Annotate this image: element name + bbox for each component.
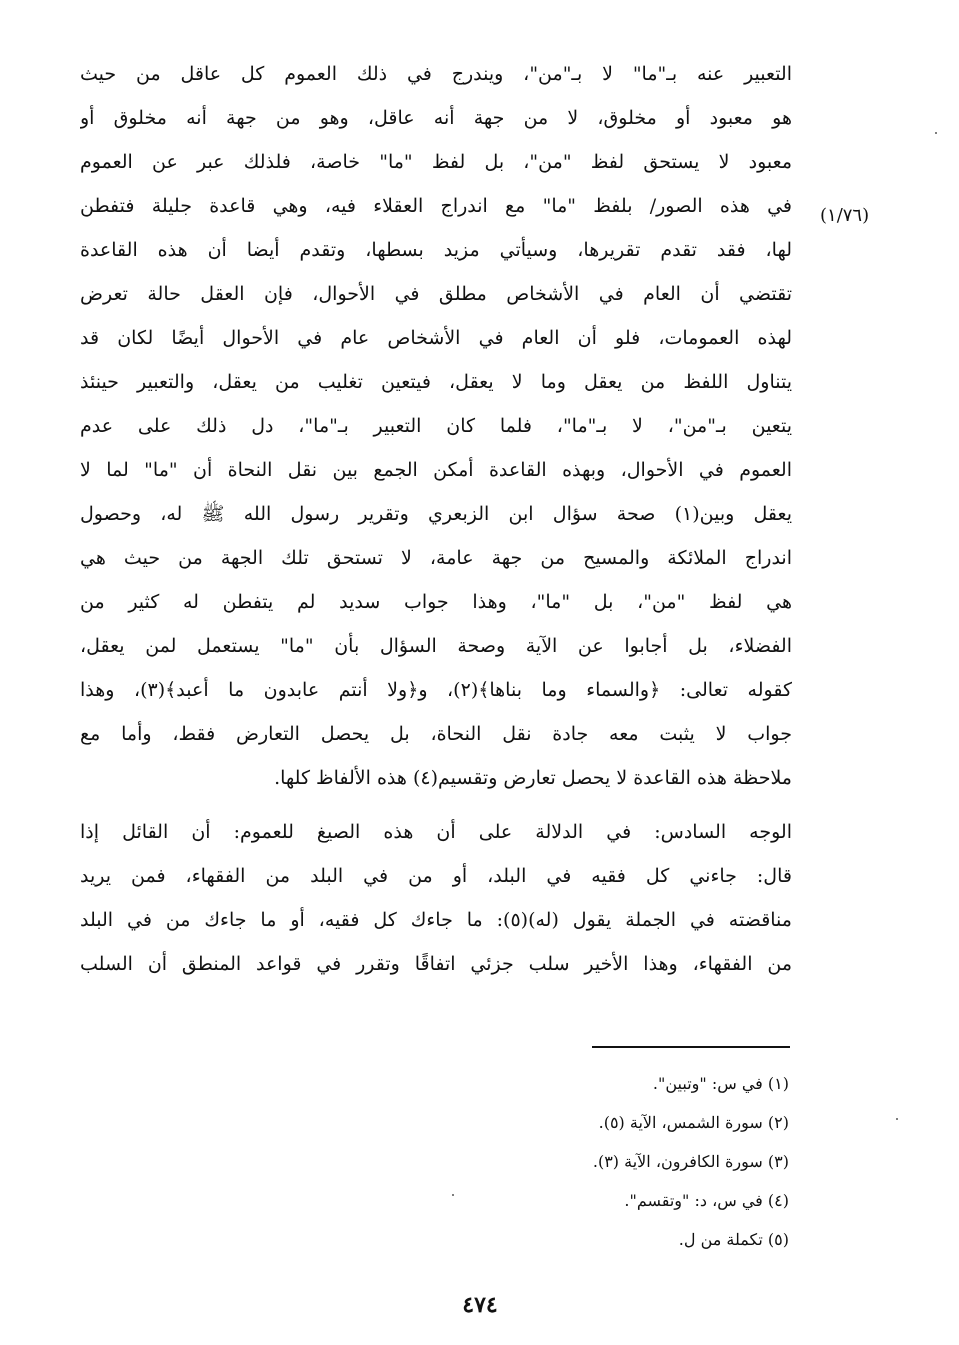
text-line: تقتضي أن العام في الأشخاص مطلق في الأحوال، فإن العقل حالة تعرض [80,283,792,305]
footnote-item: (٥) تكملة من ل. [678,1230,789,1249]
footnotes [593,1064,789,1259]
text-line: اندراج الملائكة والمسيح من جهة عامة، لا تستحق تلك الجهة من حيث هي [80,547,792,569]
text-line: ملاحظة هذه القاعدة لا يحصل تعارض وتقسيم(٤) هذه الألفاظ كلها. [274,767,792,789]
text-line: قال: جاءني كل فقيه في البلد، أو من في البلد من الفقهاء، فمن يريد [80,865,792,887]
scan-speck [452,1194,454,1196]
marginal-page-reference: (١/٧٦) [820,205,870,226]
text-line: لها، فقد تقدم تقريرها، وسيأتي مزيد بسطها، وتقدم أيضا أن هذه القاعدة [80,239,792,261]
footnote-item: (٢) سورة الشمس، الآية (٥). [598,1113,789,1132]
text-line: الوجه السادس: في الدلالة على أن هذه الصيغ للعموم: أن القائل إذا [80,821,792,843]
text-line: التعبير عنه بـ"ما" لا بـ"من"، ويندرج في ذلك العموم كل عاقل من حيث [80,63,792,85]
page-number: ٤٧٤ [462,1292,498,1318]
paragraph-gap [80,800,792,810]
footnote-item: (٣) سورة الكافرون، الآية (٣). [592,1152,789,1171]
text-line: الفضلاء، بل أجابوا عن الآية وصحة السؤال بأن "ما" يستعمل لمن يعقل، [80,635,792,657]
text-line: هو معبود أو مخلوق، لا من جهة أنه عاقل، وهو من جهة أنه مخلوق أو [80,107,792,129]
scan-speck [935,132,937,134]
footnote-item: (١) في س: "وتبين". [652,1074,789,1093]
footnote-item: (٤) في س، د: "وتقسم". [624,1191,789,1210]
text-line: معبود لا يستحق لفظ "من"، بل لفظ "ما" خاصة، فلذلك عبر عن العموم [80,151,792,173]
text-line: كقوله تعالى: ﴿والسماء وما بناها﴾(٢)، و﴿ولا أنتم عابدون ما أعبد﴾(٣)، وهذا [80,679,792,701]
text-line: في هذه الصور/ بلفظ "ما" مع اندراج العقلاء فيه، وهي قاعدة جليلة فتفطن [80,195,792,217]
footnote-separator [592,1046,790,1048]
text-line: مناقضته في الجملة يقول (له)(٥): ما جاءك كل فقيه، أو ما جاءك من في البلد [80,909,792,931]
text-line: من الفقهاء، وهذا الأخير سلب جزئي اتفاقًا وتقرر في قواعد المنطق أن السلب [80,953,792,975]
text-line: يتعين بـ"من"، لا بـ"ما"، فلما كان التعبير بـ"ما"، دل ذلك على عدم [80,415,792,437]
text-line: هي لفظ "من"، بل "ما"، وهذا جواب سديد لم يتفطن له كثير من [80,591,792,613]
text-line: جواب لا يثبت معه جادة نقل النحاة، بل يحصل التعارض فقط، وأما مع [80,723,792,745]
text-line: يعقل وبين(١) صحة سؤال ابن الزبعري وتقرير رسول الله ﷺ له، وحصول [80,503,792,525]
scan-speck [896,1118,898,1120]
text-line: لهذه العمومات، فلو أن العام في الأشخاص عام في الأحوال أيضًا لكان قد [80,327,792,349]
text-line: العموم في الأحوال، وبهذه القاعدة أمكن الجمع بين نقل النحاة أن "ما" لما لا [80,459,792,481]
main-text [80,52,792,986]
text-line: يتناول اللفظ من يعقل وما لا يعقل، فيتعين تغليب من يعقل، والتعبير حينئذ [80,371,792,393]
